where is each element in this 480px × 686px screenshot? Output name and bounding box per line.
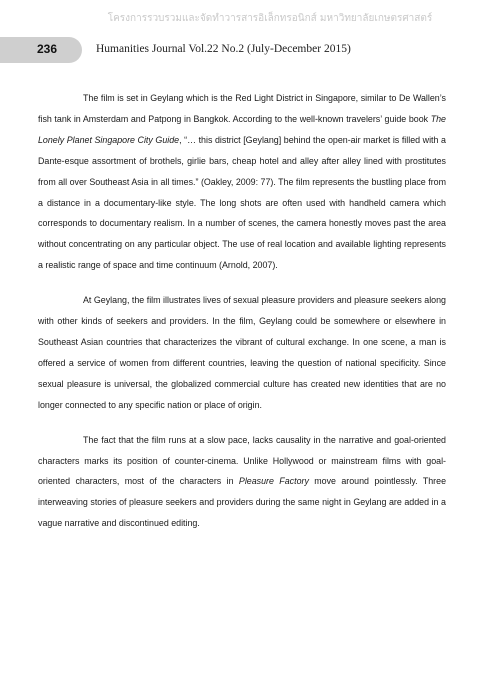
page-header <box>0 37 480 63</box>
paragraph-3-text-a: The fact that the film runs at a slow pace, lacks causality in the narrative and goal-oriented characters marks its position of counter-cinema. Unlike Hollywood or mainstream films with goal-oriented characters, most of the characters in <box>38 434 446 487</box>
book-title: The Lonely Planet Singapore City Guide <box>38 113 446 145</box>
paragraph-3-text-b: move around pointlessly. Three interweaving stories of pleasure seekers and providers during the same night in Geylang are added in a vague narrative and discontinued editing. <box>38 476 447 529</box>
journal-title: Humanities Journal Vol.22 No.2 (July-December 2015) <box>96 43 351 55</box>
paragraph-1-text-b: , “… this district [Geylang] behind the open-air market is filled with a Dante-esque assortment of brothels, girlie bars, cheap hotel and alley after alley lined with prostitutes from all over Southeast Asia in all times.” (Oakley, 2009: 77). The film represents the bustling place from a distance in a documentary-like style. The long shots are often used with handheld camera which corresponds to documentary realism. In a number of scenes, the camera honestly moves past the area without concentrating on any particular object. The use of real location and available lighting represents a realistic range of space and time continuum (Arnold, 2007). <box>38 134 446 271</box>
paragraph-1-text-a: The film is set in Geylang which is the Red Light District in Singapore, similar to De Wallen’s fish tank in Amsterdam and Patpong in Bangkok. According to the well-known travelers’ guide book <box>38 93 446 124</box>
watermark-text: โครงการรวบรวมและจัดทำวารสารอิเล็กทรอนิกส์ มหาวิทยาลัยเกษตรศาสตร์ <box>107 13 433 24</box>
paragraph-2: At Geylang, the film illustrates lives of sexual pleasure providers and pleasure seekers along with other kinds of seekers and providers. In the film, Geylang could be somewhere or elsewhere in Southeast Asian countries that characterizes the vibrant of cultural exchange. In one scene, a man is offered a service of women from different countries, leaving the question of national specificity. Since sexual pleasure is universal, the globalized commercial culture has created new identities that are no longer connected to any specific nation or place of origin. <box>38 295 446 410</box>
film-title: Pleasure Factory <box>238 476 309 487</box>
paragraph-1 <box>38 88 446 276</box>
paragraph-3 <box>38 430 446 535</box>
page-number: 236 <box>37 42 58 56</box>
body-text <box>38 88 446 548</box>
page-number-tab <box>0 37 82 63</box>
